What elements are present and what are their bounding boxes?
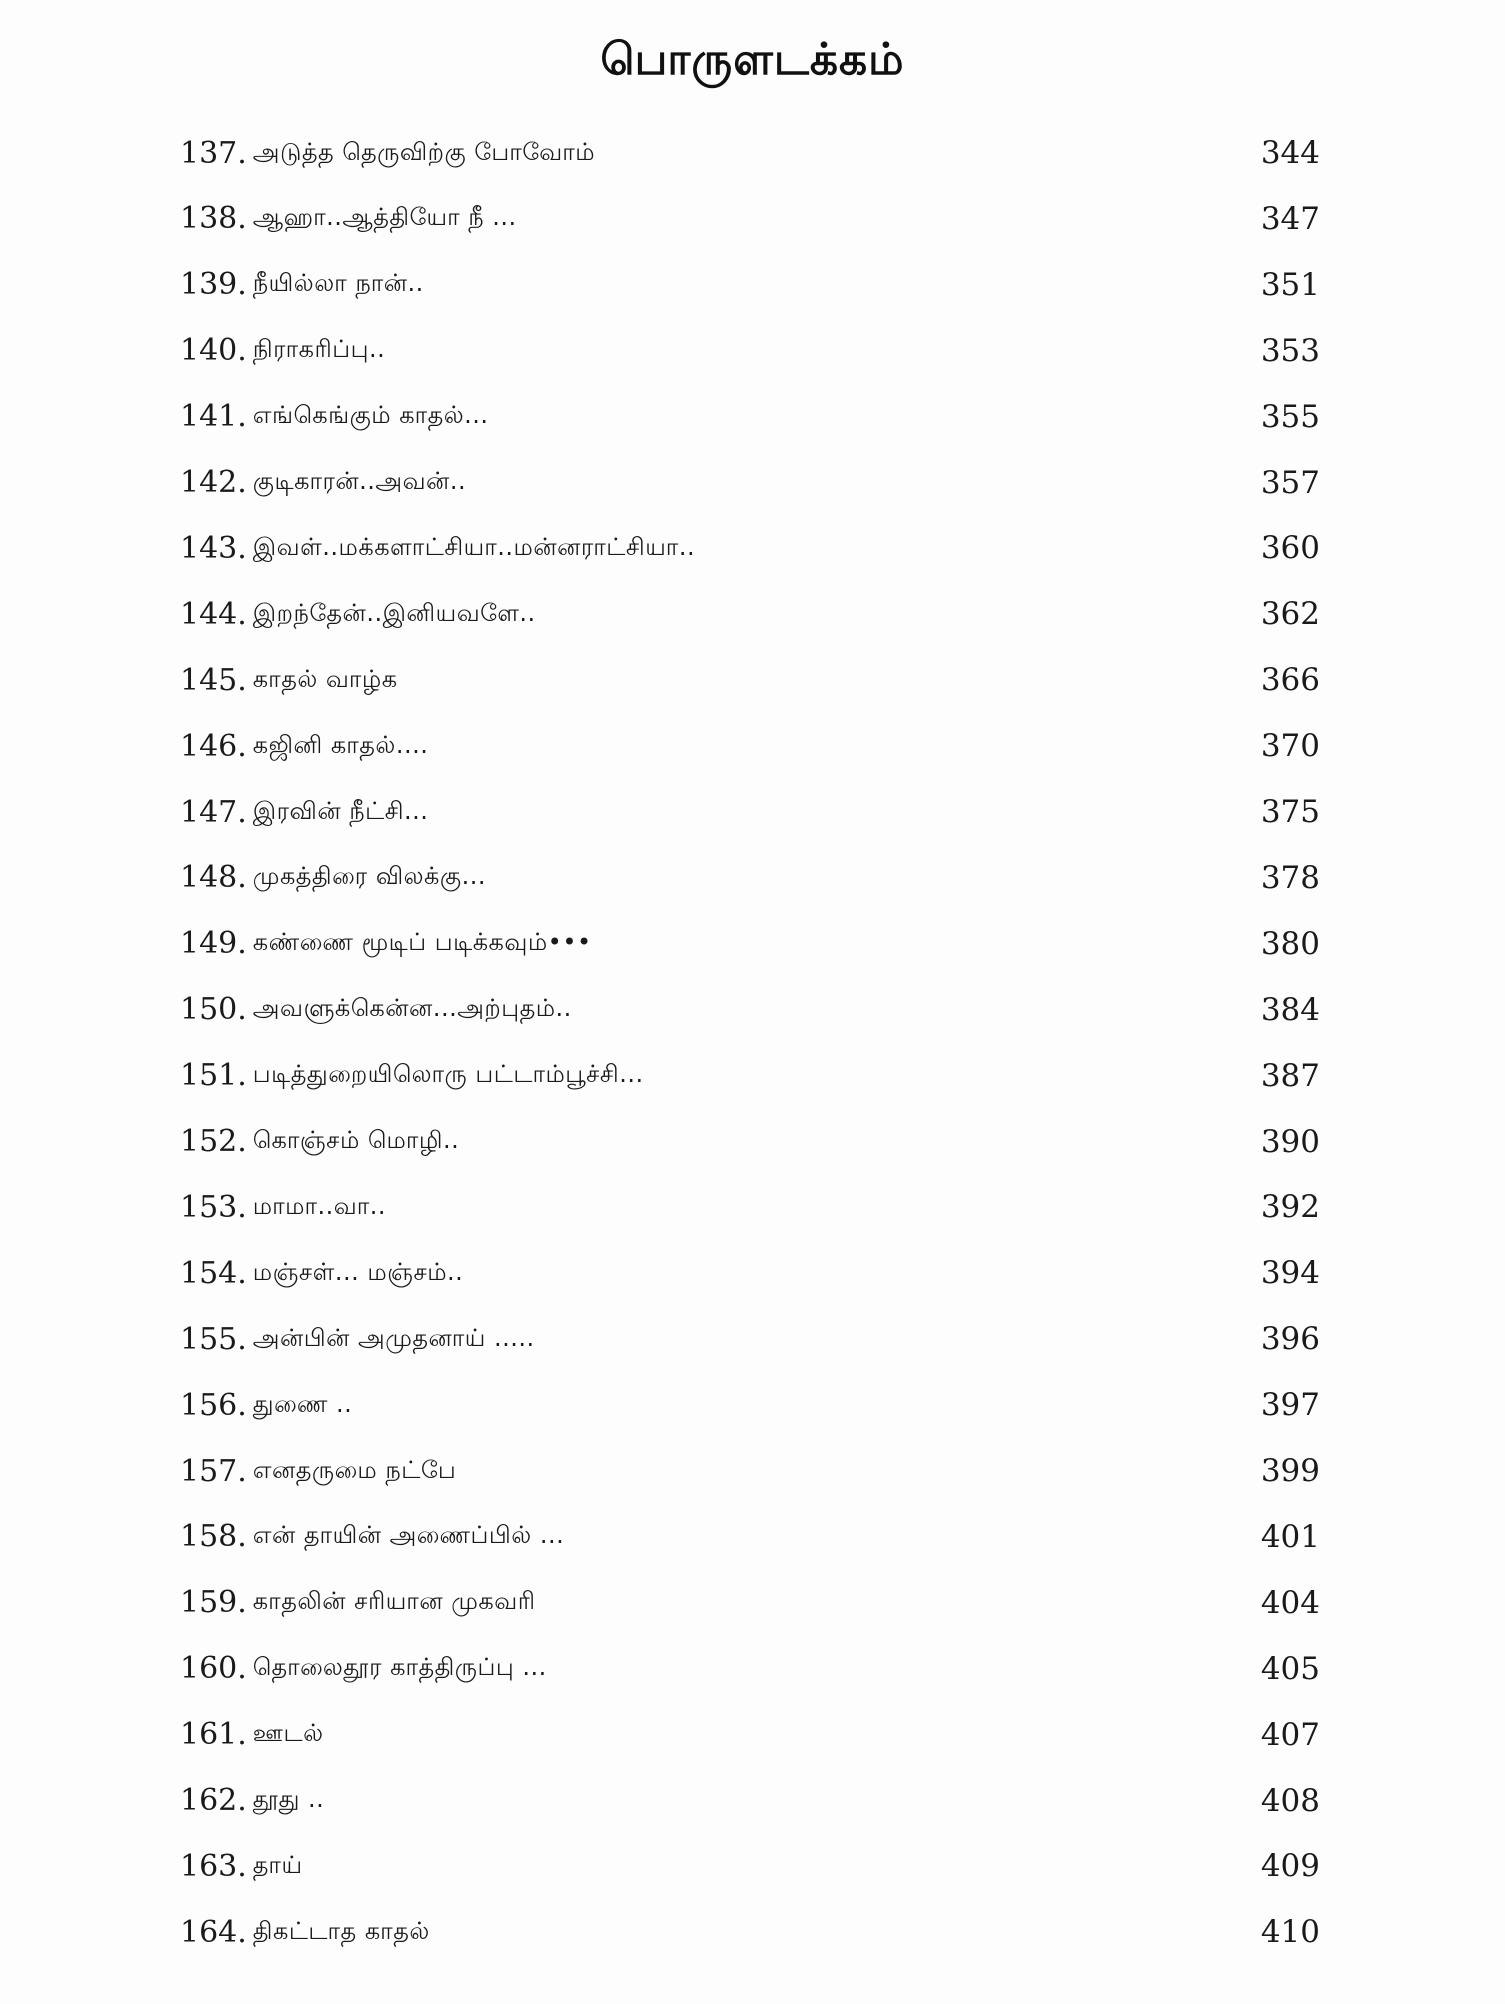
entry-page-number: 410 (1260, 1914, 1320, 1951)
entry-number: 149. (180, 926, 247, 962)
entry-page-number: 390 (1260, 1123, 1320, 1160)
entry-number: 140. (180, 333, 247, 369)
entry-title: கொஞ்சம் மொழி.. (252, 1126, 460, 1154)
entry-number: 147. (180, 794, 247, 830)
entry-title: இறந்தேன்..இனியவளே.. (252, 598, 536, 627)
entry-number: 150. (180, 992, 247, 1028)
entry-number: 146. (180, 728, 247, 764)
toc-entry (180, 392, 1320, 442)
entry-page-number: 404 (1260, 1584, 1320, 1621)
toc-entry (180, 1644, 1320, 1694)
entry-page-number: 355 (1260, 398, 1320, 435)
entry-number: 157. (180, 1453, 247, 1489)
entry-title: இவள்..மக்களாட்சியா..மன்னராட்சியா.. (252, 532, 696, 561)
entry-title: தூது .. (252, 1785, 325, 1813)
entry-title: ஊடல் (252, 1719, 324, 1748)
toc-entry (180, 260, 1320, 310)
entry-page-number: 375 (1260, 794, 1320, 830)
toc-entry (180, 128, 1320, 178)
entry-page-number: 370 (1260, 728, 1320, 765)
entry-number: 154. (180, 1255, 247, 1291)
entry-page-number: 362 (1260, 596, 1320, 633)
toc-entry (180, 787, 1320, 837)
entry-page-number: 378 (1260, 859, 1320, 896)
entry-page-number: 384 (1260, 991, 1320, 1028)
toc-entry (180, 1248, 1320, 1298)
entry-page-number: 347 (1260, 200, 1320, 237)
toc-entry (180, 655, 1320, 705)
toc-entry (180, 1841, 1320, 1891)
entry-number: 138. (180, 201, 247, 237)
entry-title: எனதருமை நட்பே (252, 1455, 457, 1484)
toc-entry (180, 1578, 1320, 1628)
toc-entry (180, 1512, 1320, 1562)
entry-title: இரவின் நீட்சி... (252, 796, 429, 825)
toc-entry (180, 1776, 1320, 1826)
entry-title: ஆஹா..ஆத்தியோ நீ ... (252, 203, 517, 232)
entry-title: காதலின் சரியான முகவரி (252, 1587, 536, 1616)
entry-title: திகட்டாத காதல் (252, 1916, 430, 1945)
entry-number: 158. (180, 1519, 247, 1555)
toc-entry (180, 1446, 1320, 1496)
entry-title: முகத்திரை விலக்கு... (252, 862, 486, 891)
toc-entry (180, 1710, 1320, 1760)
entry-title: காதல் வாழ்க (252, 664, 398, 693)
entry-number: 139. (180, 267, 247, 303)
entry-title: அன்பின் அமுதனாய் ..... (252, 1323, 535, 1352)
toc-entry (180, 721, 1320, 771)
entry-number: 160. (180, 1651, 247, 1687)
entry-title: என் தாயின் அணைப்பில் ... (252, 1521, 565, 1550)
entry-title: எங்கெங்கும் காதல்... (252, 401, 489, 430)
entry-title: தாய் (252, 1850, 303, 1879)
toc-entry (180, 1314, 1320, 1364)
entry-number: 159. (180, 1585, 247, 1621)
entry-number: 143. (180, 530, 247, 566)
entry-number: 144. (180, 596, 247, 632)
entry-page-number: 344 (1260, 135, 1320, 171)
entry-title: அவளுக்கென்ன...அற்புதம்.. (252, 994, 572, 1023)
toc-entry (180, 1182, 1320, 1232)
entry-page-number: 360 (1260, 530, 1320, 567)
entry-page-number: 408 (1260, 1782, 1320, 1819)
entry-number: 153. (180, 1189, 247, 1225)
entry-number: 137. (180, 135, 247, 171)
entry-page-number: 407 (1260, 1716, 1320, 1753)
entry-page-number: 387 (1260, 1057, 1320, 1094)
entry-page-number: 409 (1260, 1848, 1320, 1885)
toc-entry (180, 985, 1320, 1035)
entry-page-number: 353 (1260, 332, 1320, 369)
entry-number: 156. (180, 1387, 247, 1423)
toc-entry (180, 523, 1320, 573)
entry-title: படித்துறையிலொரு பட்டாம்பூச்சி... (252, 1060, 644, 1089)
entry-title: மஞ்சள்... மஞ்சம்.. (252, 1257, 464, 1286)
toc-entry (180, 919, 1320, 969)
entry-number: 163. (180, 1848, 247, 1884)
entry-number: 155. (180, 1321, 247, 1357)
page-title: பொருளடக்கம் (600, 34, 905, 85)
entry-title: நீயில்லா நான்.. (252, 269, 424, 298)
entry-page-number: 399 (1260, 1453, 1320, 1489)
entry-number: 152. (180, 1124, 247, 1159)
entry-page-number: 401 (1260, 1518, 1320, 1555)
entry-number: 164. (180, 1914, 247, 1950)
entry-title: அடுத்த தெருவிற்கு போவோம் (252, 137, 596, 166)
toc-entry (180, 589, 1320, 639)
toc-entry (180, 1380, 1320, 1430)
entry-number: 148. (180, 860, 247, 896)
entry-page-number: 380 (1260, 925, 1320, 962)
entry-title: கண்ணை மூடிப் படிக்கவும்••• (252, 928, 592, 957)
toc-entry (180, 1117, 1320, 1167)
entry-page-number: 405 (1260, 1650, 1320, 1687)
entry-page-number: 397 (1260, 1387, 1320, 1424)
entry-number: 142. (180, 465, 247, 500)
entry-page-number: 351 (1260, 266, 1320, 303)
entry-number: 161. (180, 1717, 247, 1753)
entry-number: 141. (180, 399, 247, 435)
entry-title: குடிகாரன்..அவன்.. (252, 467, 467, 495)
entry-page-number: 366 (1260, 662, 1320, 699)
toc-entry (180, 853, 1320, 903)
toc-entry (180, 1051, 1320, 1101)
entry-title: துணை .. (252, 1389, 353, 1418)
entry-page-number: 396 (1260, 1321, 1320, 1358)
toc-entry (180, 458, 1320, 508)
entry-title: மாமா..வா.. (252, 1191, 387, 1220)
entry-page-number: 394 (1260, 1255, 1320, 1292)
entry-title: நிராகரிப்பு.. (252, 335, 386, 364)
entry-title: தொலைதூர காத்திருப்பு ... (252, 1653, 547, 1682)
entry-page-number: 392 (1260, 1189, 1320, 1226)
entry-number: 162. (180, 1783, 247, 1818)
entry-page-number: 357 (1260, 464, 1320, 501)
entry-number: 151. (180, 1058, 247, 1094)
entry-title: கஜினி காதல்.... (252, 730, 429, 759)
entry-number: 145. (180, 662, 247, 698)
toc-entry (180, 326, 1320, 376)
toc-entry (180, 1907, 1320, 1957)
toc-entry (180, 194, 1320, 244)
